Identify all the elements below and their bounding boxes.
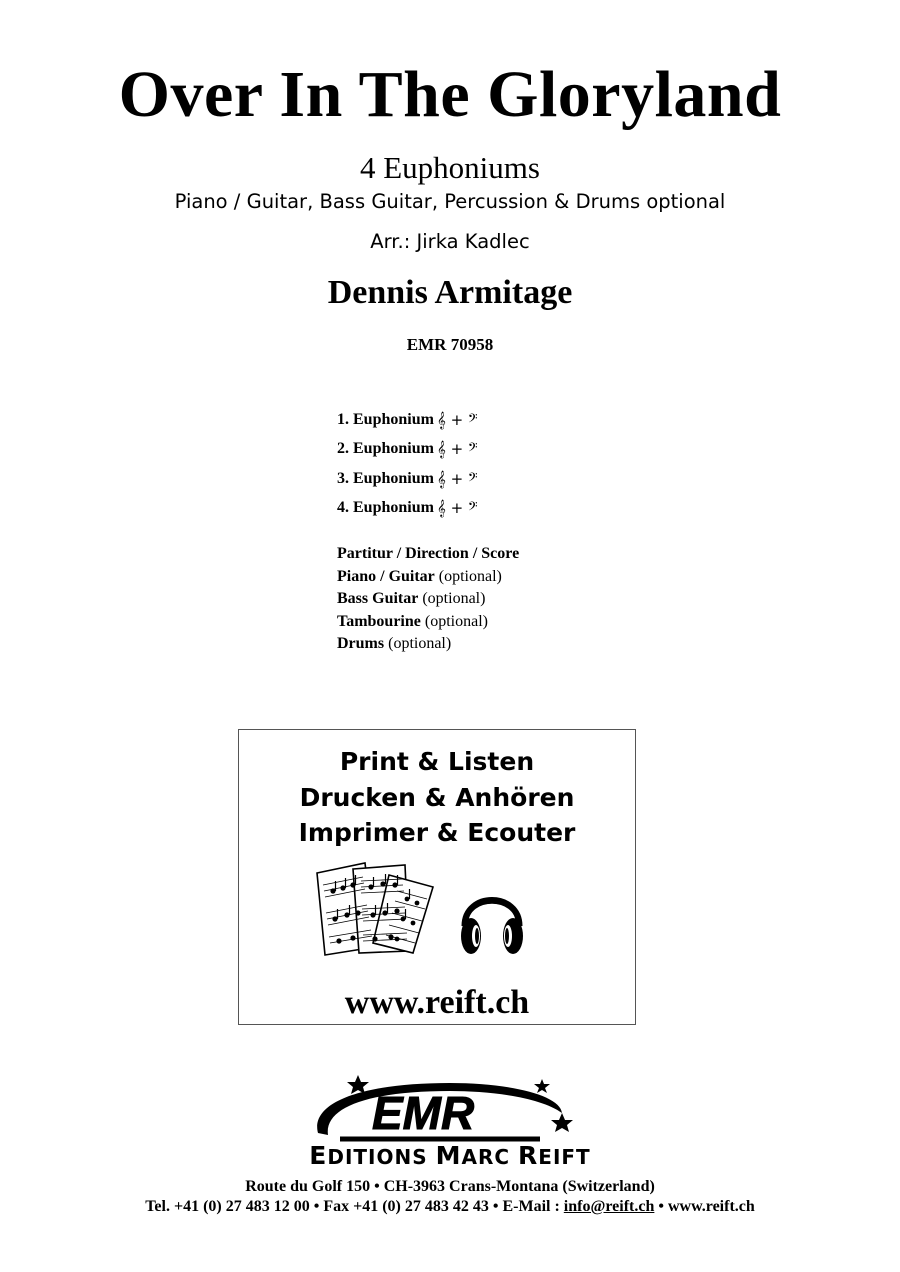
composer: Dennis Armitage xyxy=(327,274,573,311)
page-title: Over In The Gloryland xyxy=(118,58,782,131)
clef-icon: 𝄞 + 𝄢 xyxy=(436,469,478,488)
headphones-icon xyxy=(457,880,527,960)
website-link[interactable]: www.reift.ch xyxy=(344,984,530,1021)
sheet-music-icon xyxy=(313,861,439,957)
part-item xyxy=(337,435,478,465)
clef-icon: 𝄞 + 𝄢 xyxy=(436,499,478,518)
publisher-contact xyxy=(0,1199,900,1215)
clef-icon: 𝄞 + 𝄢 xyxy=(436,440,478,459)
extra-note: (optional) xyxy=(438,567,502,585)
promo-line-fr: Imprimer & Ecouter xyxy=(298,818,576,847)
extra-name: Bass Guitar xyxy=(337,590,419,607)
contact-phone-fax: Tel. +41 (0) 27 483 12 00 • Fax +41 (0) 27 483 42 43 • E-Mail : xyxy=(145,1198,564,1215)
part-label: 1. Euphonium xyxy=(337,410,434,428)
clef-icon: 𝄞 + 𝄢 xyxy=(436,410,478,429)
arranger: Arr.: Jirka Kadlec xyxy=(370,230,530,253)
extra-note: (optional) xyxy=(422,590,486,607)
contact-website: • www.reift.ch xyxy=(654,1198,755,1215)
promo-line-de: Drucken & Anhören xyxy=(299,783,575,812)
extra-name: Tambourine xyxy=(337,612,421,630)
part-label: 3. Euphonium xyxy=(337,469,434,487)
logo-text: EMR xyxy=(372,1087,475,1139)
emr-logo xyxy=(300,1073,600,1148)
print-listen-box xyxy=(238,729,636,1025)
extra-item xyxy=(337,633,519,656)
parts-list xyxy=(337,405,478,523)
extra-item xyxy=(337,611,519,634)
part-item xyxy=(337,405,478,435)
part-item xyxy=(337,494,478,524)
part-item xyxy=(337,464,478,494)
subtitle: 4 Euphoniums xyxy=(360,150,540,185)
publisher-address: Route du Golf 150 • CH-3963 Crans-Montana (Switzerland) xyxy=(245,1178,655,1195)
extra-item xyxy=(337,588,519,611)
extra-name: Piano / Guitar xyxy=(337,567,435,585)
part-label: 2. Euphonium xyxy=(337,440,434,458)
catalog-number: EMR 70958 xyxy=(406,335,494,354)
publisher-name: EDITIONS MARC REIFT xyxy=(309,1141,591,1170)
extra-name: Partitur / Direction / Score xyxy=(337,545,520,562)
extras-list xyxy=(337,543,519,656)
part-label: 4. Euphonium xyxy=(337,499,434,517)
extra-item xyxy=(337,543,519,566)
email-link[interactable]: info@reift.ch xyxy=(563,1198,655,1215)
extra-note: (optional) xyxy=(388,635,452,652)
extra-item xyxy=(337,566,519,589)
extra-note: (optional) xyxy=(424,612,488,630)
extra-name: Drums xyxy=(337,635,385,652)
instrumentation: Piano / Guitar, Bass Guitar, Percussion & Drums optional xyxy=(174,190,726,213)
promo-line-en: Print & Listen xyxy=(339,747,535,776)
